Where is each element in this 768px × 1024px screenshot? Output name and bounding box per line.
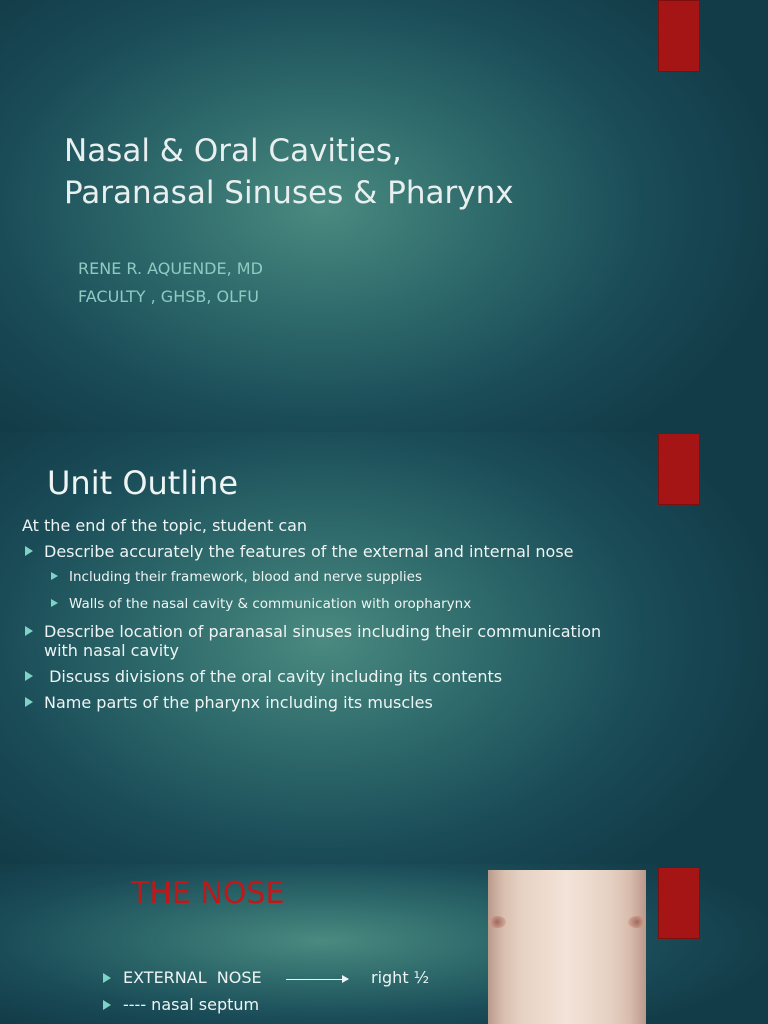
outline-intro: At the end of the topic, student can [22,516,308,535]
slide-title [0,0,768,432]
list-item [22,693,622,712]
triangle-bullet-icon [51,599,58,607]
list-item-text: Walls of the nasal cavity & communication with oropharynx [69,596,472,612]
eye-corner-left [488,916,506,928]
triangle-bullet-icon [103,973,111,983]
list-item [103,968,463,988]
slide-the-nose [0,864,768,1024]
list-item [22,667,622,686]
title-line-1: Nasal & Oral Cavities, [64,133,402,169]
eye-corner-right [628,916,646,928]
slide-heading: Unit Outline [47,464,239,502]
title-line-2: Paranasal Sinuses & Pharynx [64,175,514,211]
list-item [22,595,622,614]
outline-list [22,542,622,719]
triangle-bullet-icon [25,546,33,556]
triangle-bullet-icon [25,697,33,707]
list-item-text: Name parts of the pharynx including its muscles [44,693,433,712]
list-item-text: Describe accurately the features of the external and internal nose [44,542,574,561]
list-item [103,995,463,1015]
author-name: RENE R. AQUENDE, MD [78,259,263,278]
right-half-label: right ½ [371,968,430,987]
accent-bar [658,0,700,72]
slide-heading: THE NOSE [131,876,285,911]
list-item [22,542,622,561]
triangle-bullet-icon [103,1000,111,1010]
author-affiliation: FACULTY , GHSB, OLFU [78,287,259,306]
list-item [22,622,622,660]
triangle-bullet-icon [25,671,33,681]
slide-unit-outline [0,432,768,864]
nose-list [103,968,463,1022]
triangle-bullet-icon [51,572,58,580]
list-item-text: EXTERNAL NOSE [123,968,262,987]
list-item-text: Including their framework, blood and nerve supplies [69,569,422,585]
list-item-text: Discuss divisions of the oral cavity including its contents [44,667,503,686]
list-item-text: Describe location of paranasal sinuses including their communication with nasal cavity [44,622,602,660]
list-item-text: ---- nasal septum [123,995,260,1014]
triangle-bullet-icon [25,626,33,636]
slide-title-heading [64,130,514,214]
list-item [22,568,622,587]
accent-bar [658,433,700,505]
accent-bar [658,867,700,939]
nose-photo [488,870,646,1024]
right-arrow-icon [286,979,348,980]
author-block [78,255,263,311]
